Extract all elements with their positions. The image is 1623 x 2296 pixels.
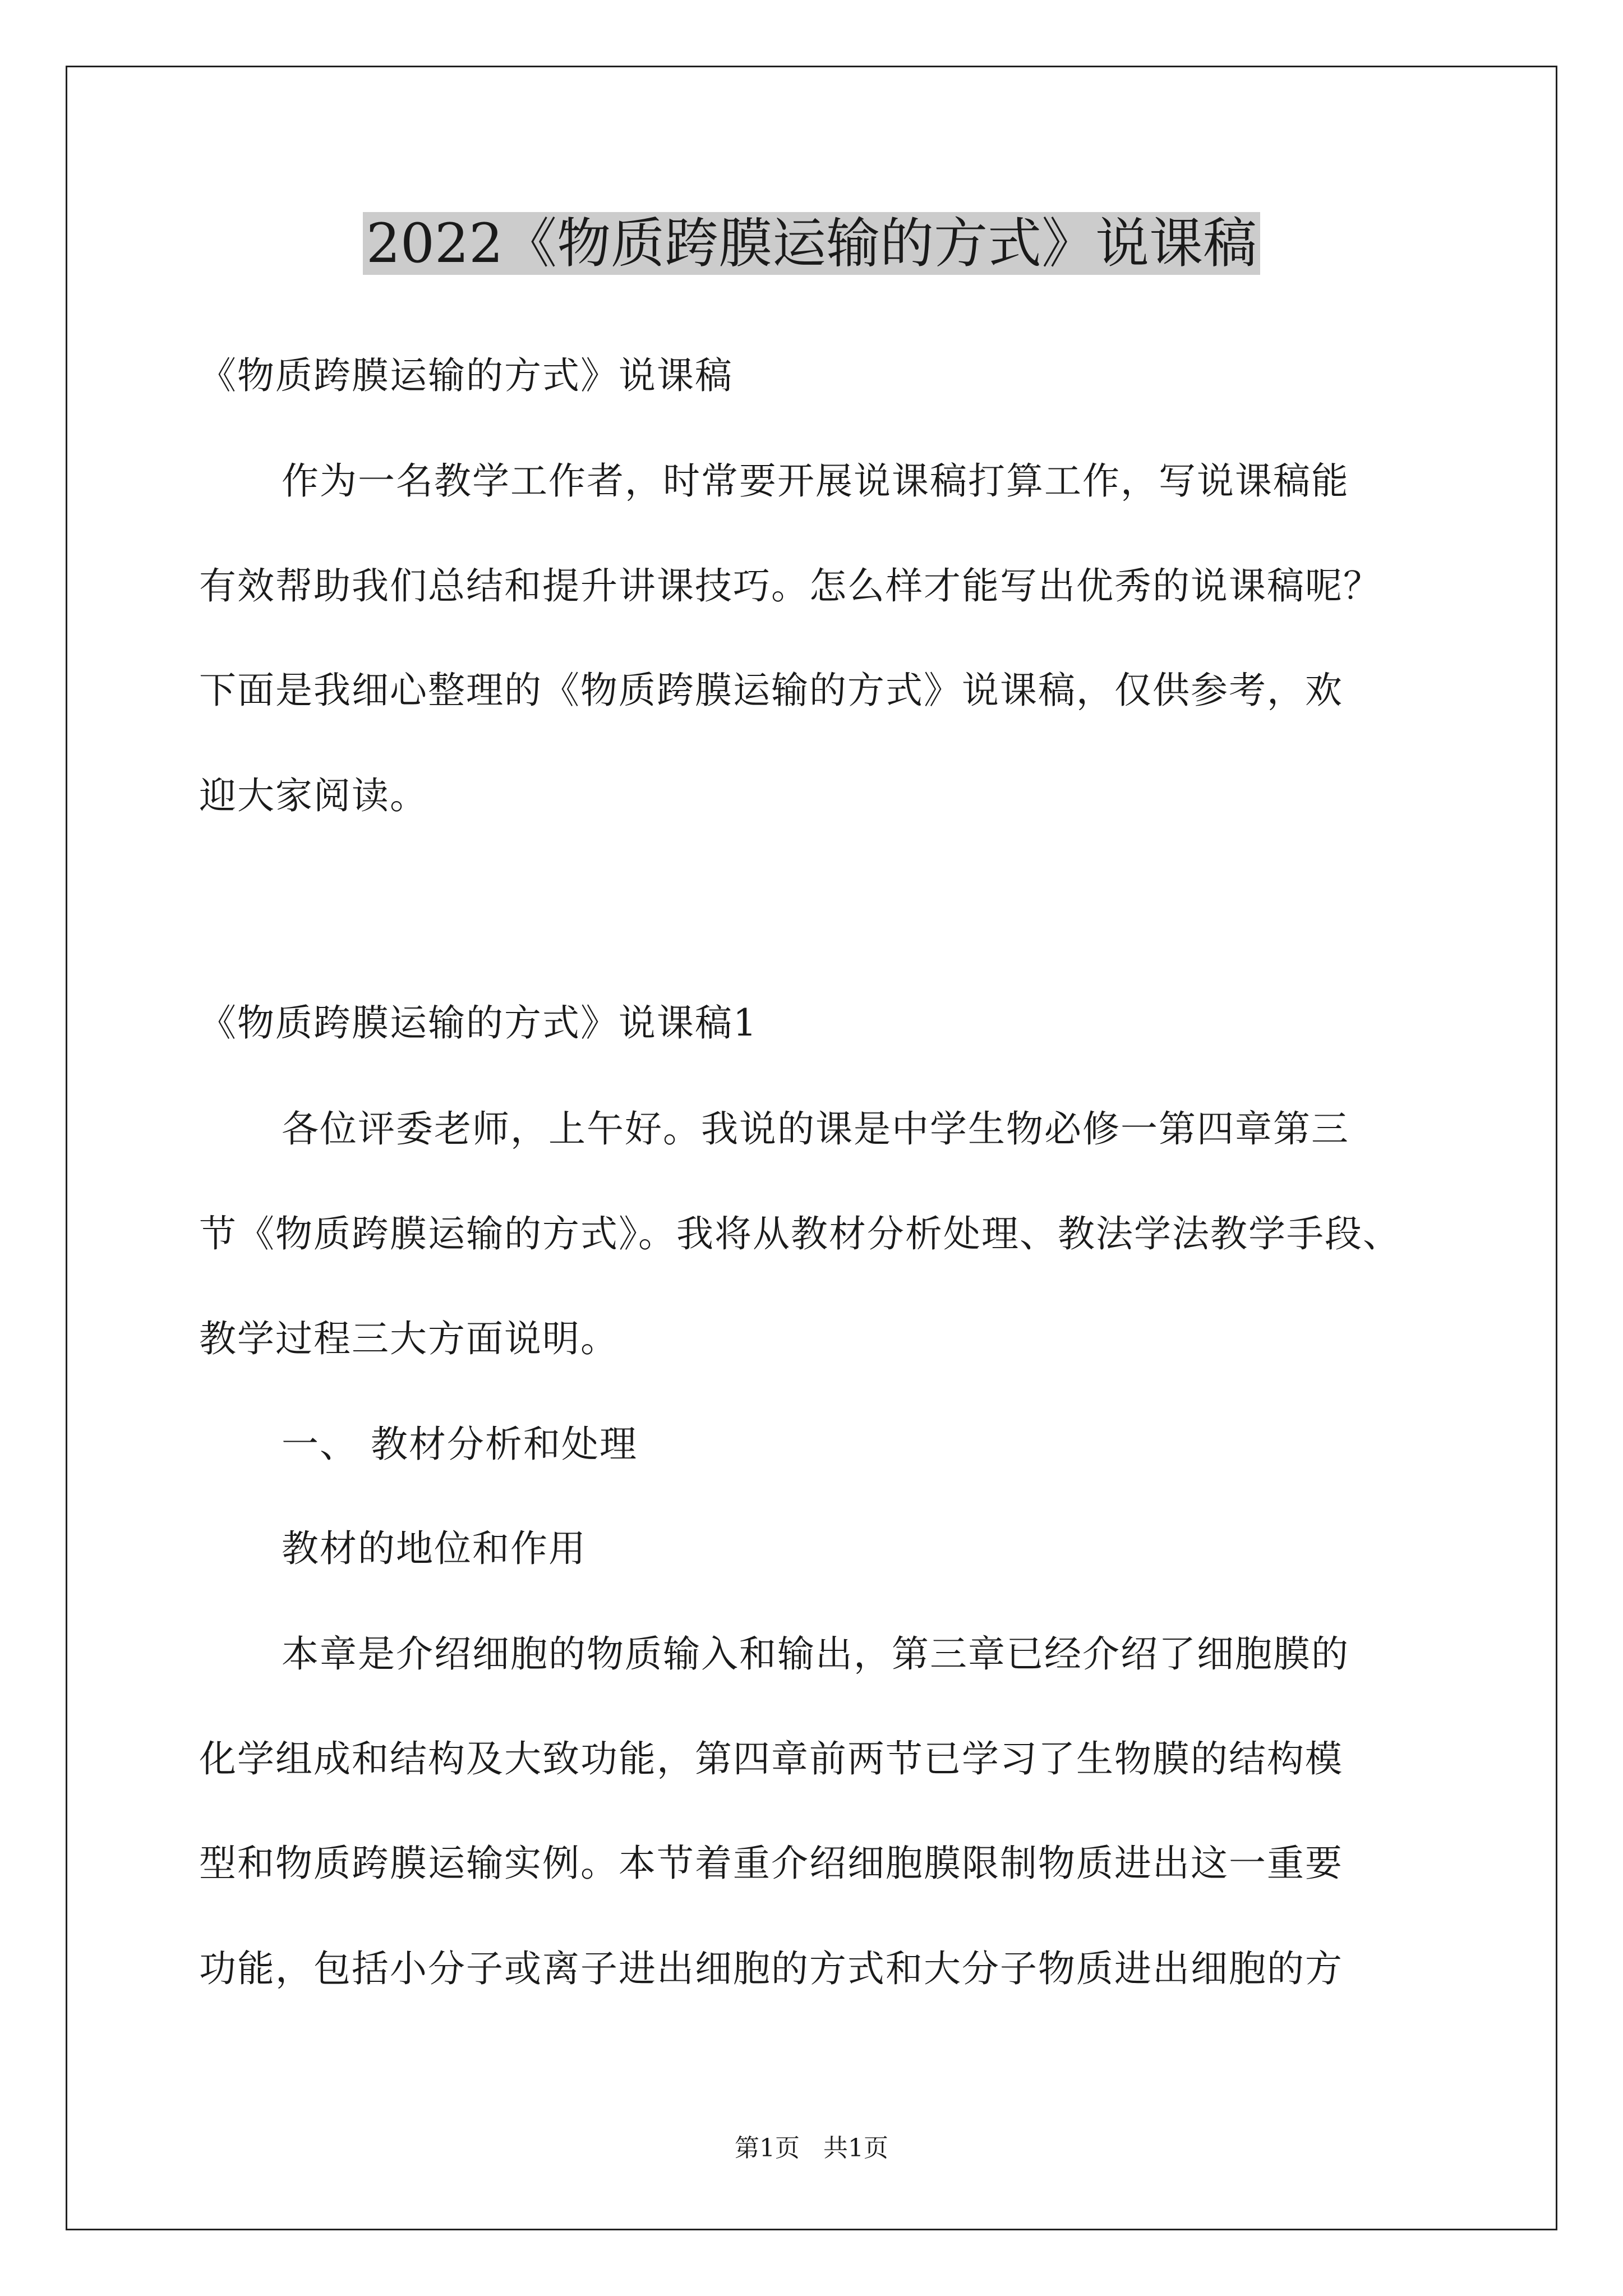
paragraph-line: 本章是介绍细胞的物质输入和输出，第三章已经介绍了细胞膜的	[282, 1632, 1349, 1676]
document-title	[0, 204, 1623, 283]
page-footer: 第1页 共1页	[735, 2134, 888, 2162]
paragraph-line: 功能，包括小分子或离子进出细胞的方式和大分子物质进出细胞的方	[199, 1947, 1343, 1990]
paragraph-line: 化学组成和结构及大致功能，第四章前两节已学习了生物膜的结构模	[199, 1737, 1343, 1780]
paragraph-line: 有效帮助我们总结和提升讲课技巧。怎么样才能写出优秀的说课稿呢？	[199, 564, 1381, 608]
section-heading: 《物质跨膜运输的方式》说课稿1	[199, 1001, 758, 1045]
paragraph-line: 各位评委老师，上午好。我说的课是中学生物必修一第四章第三	[282, 1107, 1349, 1151]
subheading-line: 教材的地位和作用	[282, 1527, 587, 1570]
paragraph-line: 型和物质跨膜运输实例。本节着重介绍细胞膜限制物质进出这一重要	[199, 1842, 1343, 1885]
paragraph-line: 迎大家阅读。	[199, 774, 428, 817]
document-title-text: 2022《物质跨膜运输的方式》说课稿	[363, 212, 1260, 275]
paragraph-line: 作为一名教学工作者，时常要开展说课稿打算工作，写说课稿能	[282, 459, 1349, 503]
paragraph-line: 下面是我细心整理的《物质跨膜运输的方式》说课稿，仅供参考，欢	[199, 669, 1343, 712]
outline-heading: 一、 教材分析和处理	[282, 1423, 638, 1466]
subtitle-line: 《物质跨膜运输的方式》说课稿	[199, 354, 733, 397]
paragraph-line: 教学过程三大方面说明。	[199, 1317, 619, 1360]
paragraph-line: 节《物质跨膜运输的方式》。我将从教材分析处理、教法学法教学手段、	[199, 1212, 1401, 1255]
